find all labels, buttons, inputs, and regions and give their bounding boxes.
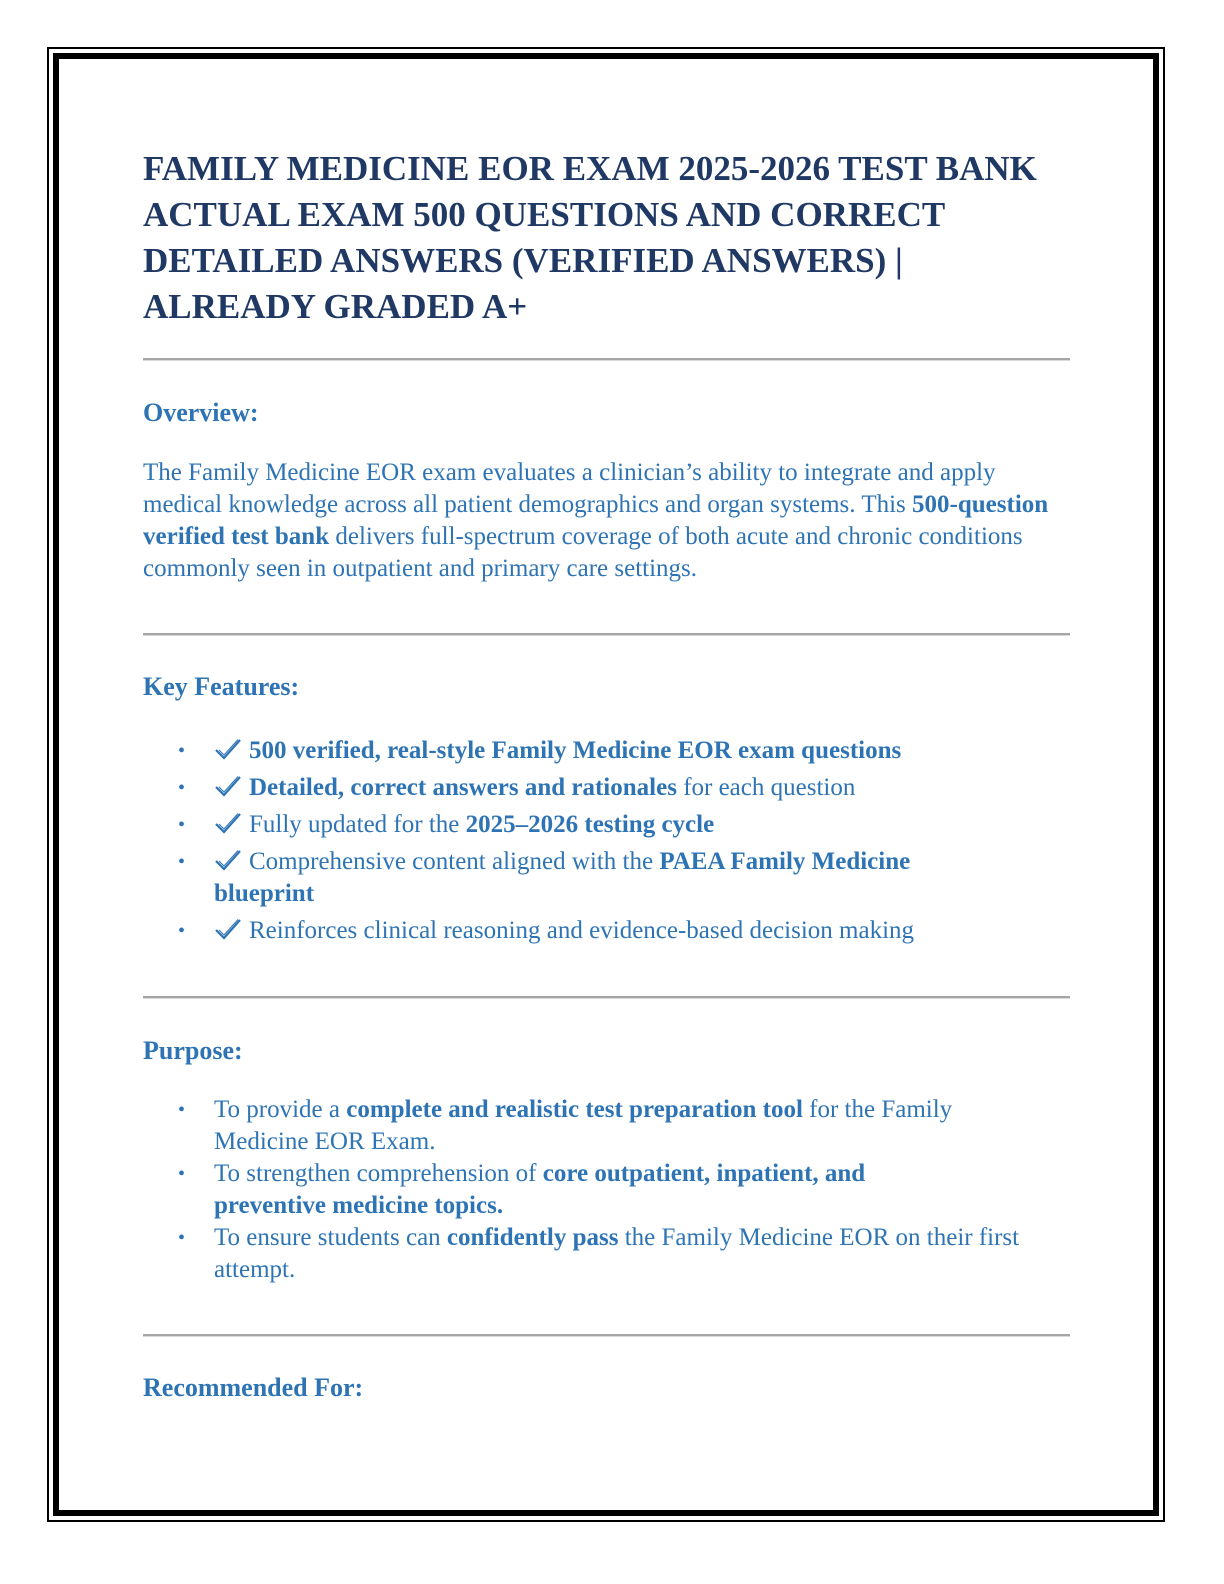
divider <box>143 1334 1070 1336</box>
list-item <box>143 1158 1073 1222</box>
check-mark-icon <box>214 915 244 947</box>
bullet-icon: • <box>178 740 186 762</box>
document-title: FAMILY MEDICINE EOR EXAM 2025-2026 TEST BANK ACTUAL EXAM 500 QUESTIONS AND CORRECT DETAILED ANSWERS (VERIFIED ANSWERS) | ALREADY GRADED A+ <box>143 149 1037 326</box>
divider <box>143 996 1070 998</box>
bullet-icon: • <box>178 920 186 942</box>
item-text: Fully updated for the <box>249 811 466 838</box>
check-mark-icon <box>214 809 244 841</box>
overview-heading: Overview: <box>143 398 259 427</box>
purpose-list <box>143 1094 1073 1286</box>
key-features-heading: Key Features: <box>143 672 300 701</box>
overview-paragraph <box>143 457 1073 585</box>
overview-bold-1: 500-question verified test bank <box>143 491 1049 550</box>
list-item <box>143 735 1073 767</box>
bullet-icon: • <box>178 851 186 873</box>
item-text: Reinforces clinical reasoning and evidence-based decision making <box>249 917 915 944</box>
item-bold: confidently pass <box>446 1224 619 1251</box>
item-text: Comprehensive content aligned with the <box>249 848 660 875</box>
purpose-heading: Purpose: <box>143 1036 243 1065</box>
bullet-icon: • <box>178 814 186 836</box>
overview-text-2: delivers full-spectrum coverage of both acute and chronic conditions commonly seen in outpatient and primary care settings. <box>143 523 1023 582</box>
check-mark-icon <box>214 772 244 804</box>
recommended-heading: Recommended For: <box>143 1373 364 1402</box>
item-bold: PAEA Family Medicine blueprint <box>214 848 911 907</box>
bullet-icon: • <box>178 1099 186 1121</box>
bullet-icon: • <box>178 777 186 799</box>
item-bold: Detailed, correct answers and rationales <box>249 774 677 801</box>
divider <box>143 633 1070 635</box>
list-item <box>143 809 1073 841</box>
list-item <box>143 1094 1073 1158</box>
item-text: the Family Medicine EOR on their first attempt. <box>214 1224 1020 1283</box>
item-text: To ensure students can <box>214 1224 447 1251</box>
item-bold: 500 verified, real-style Family Medicine EOR exam questions <box>249 737 902 764</box>
check-mark-icon <box>214 735 244 767</box>
list-item <box>143 846 1073 910</box>
list-item <box>143 772 1073 804</box>
list-item <box>143 1222 1073 1286</box>
divider <box>143 358 1070 360</box>
item-bold: 2025–2026 testing cycle <box>465 811 715 838</box>
item-text: for each question <box>676 774 856 801</box>
overview-text-1: The Family Medicine EOR exam evaluates a clinician’s ability to integrate and apply medical knowledge across all patient demographics and organ systems. This <box>143 459 996 518</box>
bullet-icon: • <box>178 1163 186 1185</box>
key-features-list <box>143 735 1073 947</box>
item-bold: core outpatient, inpatient, and preventive medicine topics. <box>214 1160 866 1219</box>
item-text: To strengthen comprehension of <box>214 1160 543 1187</box>
item-text: To provide a <box>214 1096 347 1123</box>
bullet-icon: • <box>178 1227 186 1249</box>
document-header <box>143 146 1073 330</box>
item-text: for the Family Medicine EOR Exam. <box>214 1096 953 1155</box>
item-bold: complete and realistic test preparation tool <box>346 1096 803 1123</box>
check-mark-icon <box>214 846 244 878</box>
list-item <box>143 915 1073 947</box>
